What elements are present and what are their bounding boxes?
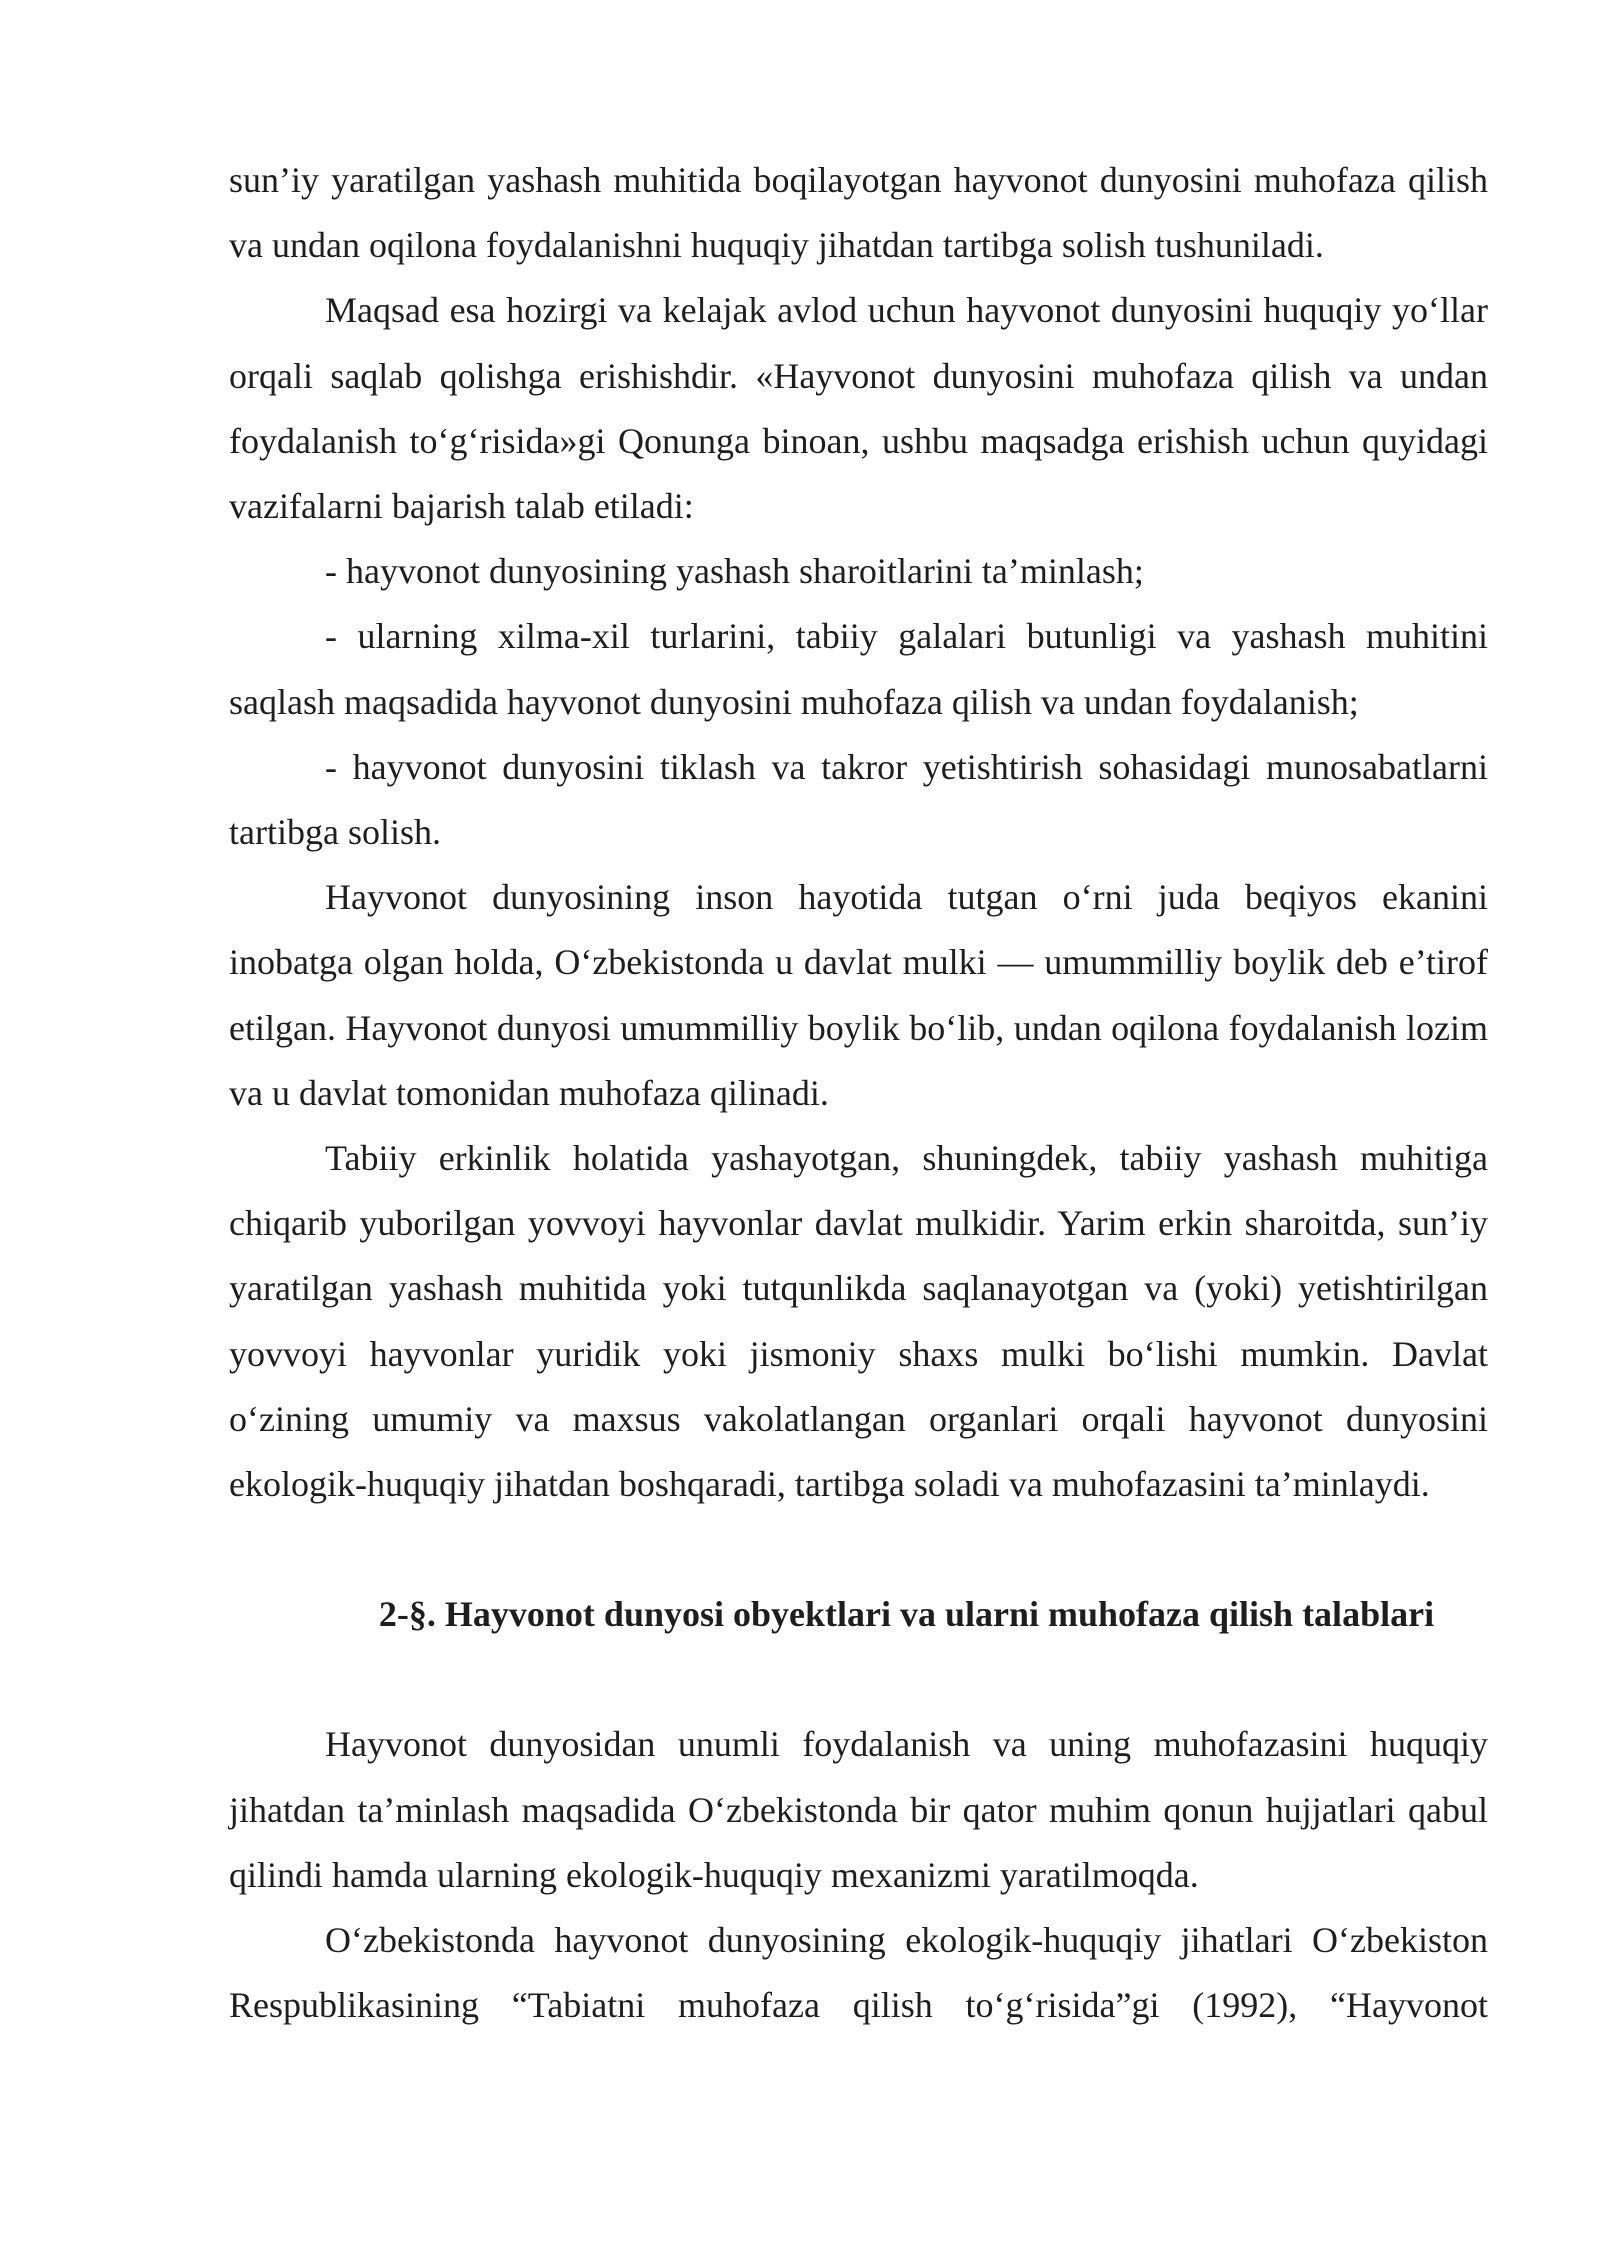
- list-item-living-conditions: - hayvonot dunyosining yashash sharoitlarini ta’minlash;: [325, 551, 1144, 592]
- paragraph-ecological-legal: O‘zbekistonda hayvonot dunyosining ekologik-huquqiy jihatlari O‘zbekiston Respublikasining “Tabiatni muhofaza qilish to‘g‘risida”gi (1992), “Hayvonot: [229, 1920, 1488, 2026]
- paragraph-legislation: Hayvonot dunyosidan unumli foydalanish va uning muhofazasini huquqiy jihatdan ta’minlash maqsadida O‘zbekistonda bir qator muhim qonun hujjatlari qabul qilindi hamda ularning ekologik-huquqiy mexanizmi yaratilmoqda.: [229, 1724, 1488, 1895]
- list-item-restoration: - hayvonot dunyosini tiklash va takror yetishtirish sohasidagi munosabatlarni tartibga solish.: [229, 746, 1488, 853]
- document-body: [229, 148, 1488, 2038]
- paragraph-state-property: Hayvonot dunyosining inson hayotida tutgan o‘rni juda beqiyos ekanini inobatga olgan holda, O‘zbekistonda u davlat mulki — umummilliy boylik deb e’tirof etilgan. Hayvonot dunyosi umummilliy boylik bo‘lib, undan oqilona foydalanish lozim va u davlat tomonidan muhofaza qilinadi.: [229, 877, 1488, 1113]
- section-heading: 2-§. Hayvonot dunyosi obyektlari va ularni muhofaza qilish talablari: [378, 1594, 1435, 1635]
- paragraph-continuation: sun’iy yaratilgan yashash muhitida boqilayotgan hayvonot dunyosini muhofaza qilish va undan oqilona foydalanishni huquqiy jihatdan tartibga solish tushuniladi.: [229, 160, 1488, 266]
- paragraph-wild-animals: Tabiiy erkinlik holatida yashayotgan, shuningdek, tabiiy yashash muhitiga chiqarib yuborilgan yovvoyi hayvonlar davlat mulkidir. Yarim erkin sharoitda, sun’iy yaratilgan yashash muhitida yoki tutqunlikda saqlanayotgan va (yoki) yetishtirilgan yovvoyi hayvonlar yuridik yoki jismoniy shaxs mulki bo‘lishi mumkin. Davlat o‘zining umumiy va maxsus vakolatlangan organlari orqali hayvonot dunyosini ekologik-huquqiy jihatdan boshqaradi, tartibga soladi va muhofazasini ta’minlaydi.: [229, 1138, 1488, 1505]
- paragraph-goal: Maqsad esa hozirgi va kelajak avlod uchun hayvonot dunyosini huquqiy yo‘llar orqali saqlab qolishga erishishdir. «Hayvonot dunyosini muhofaza qilish va undan foydalanish to‘g‘risida»gi Qonunga binoan, ushbu maqsadga erishish uchun quyidagi vazifalarni bajarish talab etiladi:: [229, 290, 1488, 527]
- list-item-species-preservation: - ularning xilma-xil turlarini, tabiiy galalari butunligi va yashash muhitini saqlash maqsadida hayvonot dunyosini muhofaza qilish va undan foydalanish;: [229, 616, 1488, 722]
